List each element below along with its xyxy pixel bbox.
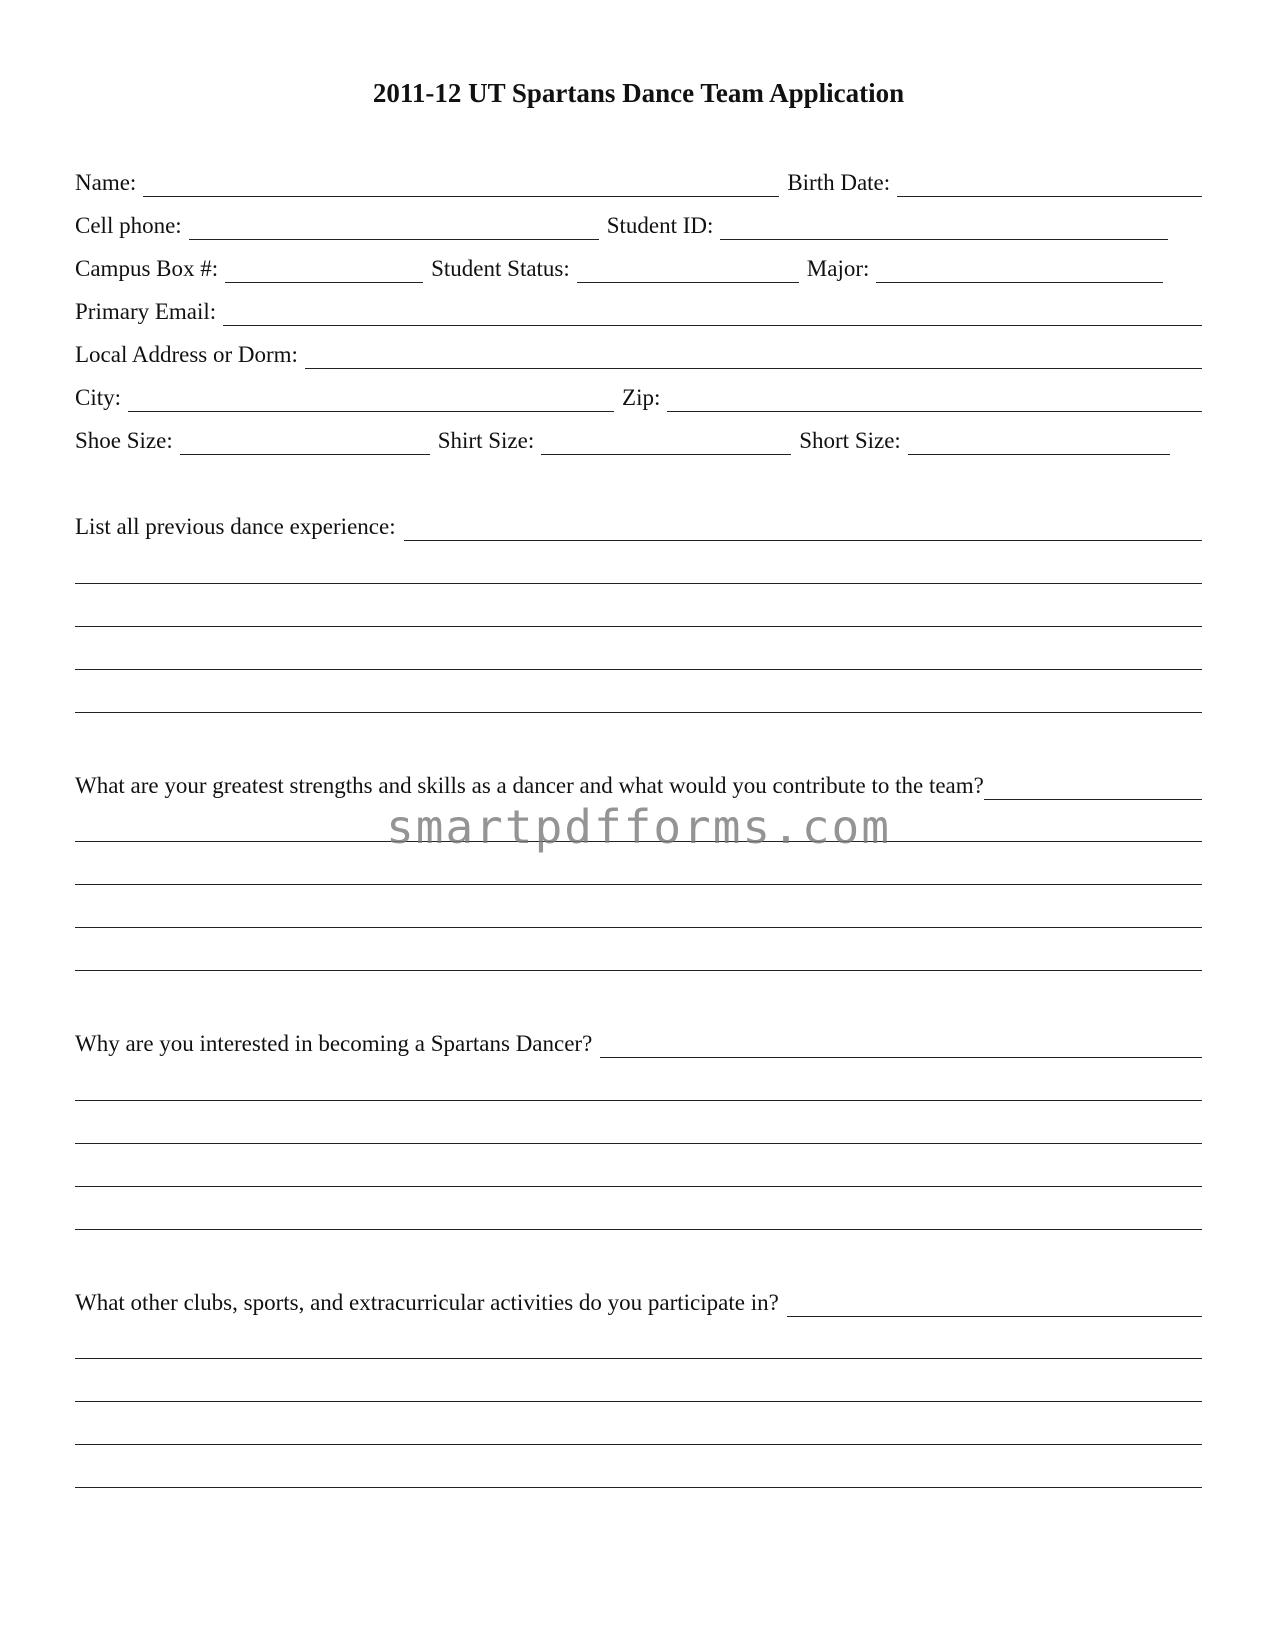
experience-label: List all previous dance experience: bbox=[75, 514, 396, 539]
row-address bbox=[75, 337, 1202, 369]
interest-line[interactable] bbox=[75, 1186, 1202, 1187]
interest-line[interactable] bbox=[75, 1100, 1202, 1101]
question-activities bbox=[75, 1285, 1202, 1317]
row-email bbox=[75, 294, 1202, 326]
student-status-label: Student Status: bbox=[431, 256, 570, 281]
watermark: smartpdfforms.com bbox=[386, 800, 891, 854]
interest-line[interactable] bbox=[75, 1143, 1202, 1144]
strengths-label: What are your greatest strengths and skills as a dancer and what would you contribute to the team? bbox=[75, 773, 984, 798]
row-cell-studentid bbox=[75, 208, 1202, 240]
row-campus-status-major bbox=[75, 251, 1202, 283]
experience-line[interactable] bbox=[75, 712, 1202, 713]
question-experience bbox=[75, 509, 1202, 541]
strengths-line[interactable] bbox=[75, 970, 1202, 971]
strengths-line[interactable] bbox=[75, 884, 1202, 885]
primary-email-label: Primary Email: bbox=[75, 299, 217, 324]
row-sizes bbox=[75, 423, 1202, 455]
activities-line[interactable] bbox=[75, 1358, 1202, 1359]
activities-label: What other clubs, sports, and extracurricular activities do you participate in? bbox=[75, 1290, 779, 1315]
row-name-birthdate bbox=[75, 165, 1202, 197]
activities-line[interactable] bbox=[75, 1487, 1202, 1488]
activities-line[interactable] bbox=[75, 1401, 1202, 1402]
birth-date-label: Birth Date: bbox=[787, 170, 891, 195]
city-field[interactable] bbox=[128, 389, 614, 412]
form-title: 2011-12 UT Spartans Dance Team Application bbox=[372, 78, 905, 108]
short-size-field[interactable] bbox=[908, 432, 1170, 455]
shirt-size-field[interactable] bbox=[541, 432, 791, 455]
primary-email-field[interactable] bbox=[223, 303, 1202, 326]
campus-box-label: Campus Box #: bbox=[75, 256, 219, 281]
name-label: Name: bbox=[75, 170, 137, 195]
zip-field[interactable] bbox=[667, 389, 1202, 412]
student-id-field[interactable] bbox=[720, 217, 1168, 240]
activities-field[interactable] bbox=[787, 1294, 1202, 1317]
local-address-field[interactable] bbox=[305, 346, 1202, 369]
experience-field[interactable] bbox=[404, 518, 1202, 541]
question-strengths bbox=[75, 768, 1202, 800]
interest-field[interactable] bbox=[600, 1035, 1202, 1058]
activities-line[interactable] bbox=[75, 1444, 1202, 1445]
interest-label: Why are you interested in becoming a Spartans Dancer? bbox=[75, 1031, 593, 1056]
interest-line[interactable] bbox=[75, 1229, 1202, 1230]
cell-phone-label: Cell phone: bbox=[75, 213, 182, 238]
shoe-size-label: Shoe Size: bbox=[75, 428, 173, 453]
local-address-label: Local Address or Dorm: bbox=[75, 342, 298, 367]
student-id-label: Student ID: bbox=[606, 213, 714, 238]
cell-phone-field[interactable] bbox=[189, 217, 599, 240]
strengths-field[interactable] bbox=[984, 777, 1202, 800]
zip-label: Zip: bbox=[622, 385, 661, 410]
experience-line[interactable] bbox=[75, 669, 1202, 670]
row-city-zip bbox=[75, 380, 1202, 412]
campus-box-field[interactable] bbox=[225, 260, 423, 283]
experience-line[interactable] bbox=[75, 626, 1202, 627]
name-field[interactable] bbox=[143, 174, 779, 197]
major-field[interactable] bbox=[876, 260, 1163, 283]
short-size-label: Short Size: bbox=[799, 428, 901, 453]
city-label: City: bbox=[75, 385, 122, 410]
experience-line[interactable] bbox=[75, 583, 1202, 584]
birth-date-field[interactable] bbox=[897, 174, 1202, 197]
question-interest bbox=[75, 1026, 1202, 1058]
shoe-size-field[interactable] bbox=[180, 432, 430, 455]
strengths-line[interactable] bbox=[75, 927, 1202, 928]
shirt-size-label: Shirt Size: bbox=[437, 428, 535, 453]
student-status-field[interactable] bbox=[577, 260, 799, 283]
major-label: Major: bbox=[806, 256, 870, 281]
